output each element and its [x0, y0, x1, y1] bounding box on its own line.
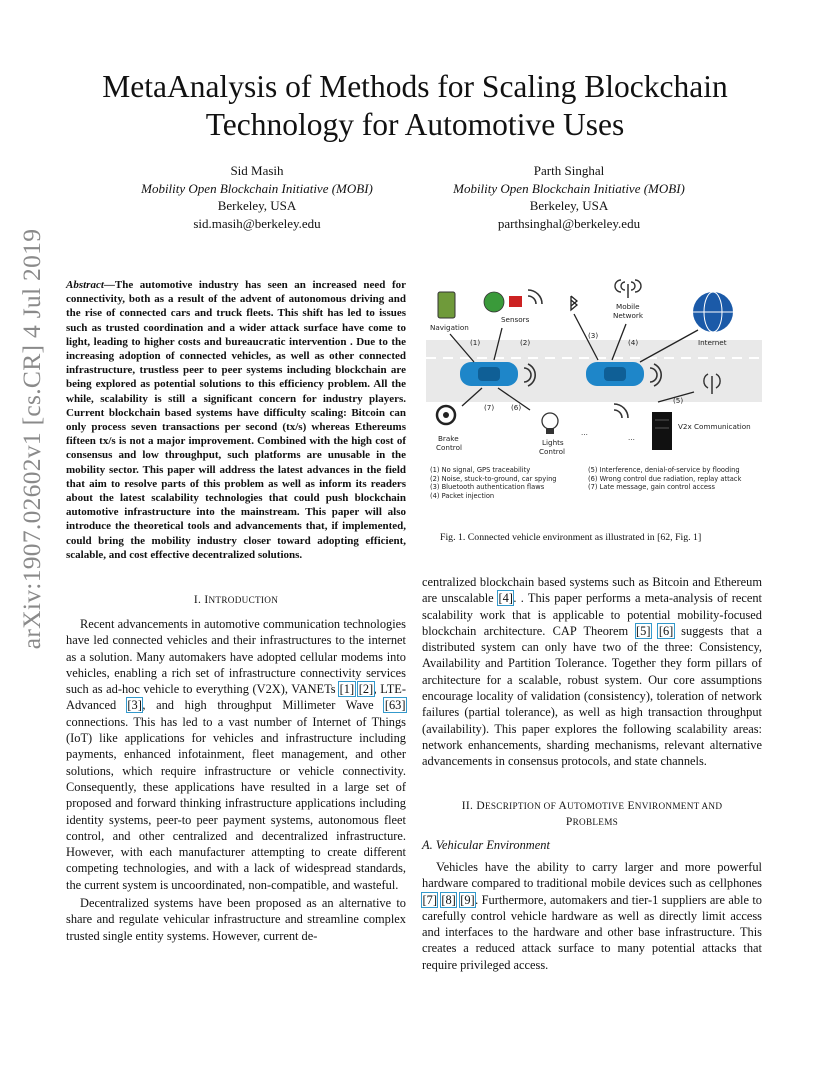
- bluetooth-icon: [571, 296, 577, 310]
- author-block-1: [107, 162, 407, 232]
- lights-label-1: Lights: [542, 438, 564, 447]
- svg-text:(4): (4): [628, 338, 639, 347]
- title-line-2: Technology for Automotive Uses: [205, 107, 625, 142]
- vehicular-environment-body: [422, 859, 762, 973]
- citation-link[interactable]: [63]: [384, 698, 406, 713]
- author-affiliation: Mobility Open Blockchain Initiative (MOBI): [453, 180, 685, 196]
- section-heading-introduction: I. INTRODUCTION: [193, 594, 279, 606]
- server-icon: [652, 412, 672, 450]
- section-heading-automotive-environment: II. DESCRIPTION OF AUTOMOTIVE ENVIRONMENT AND PROBLEMS: [461, 800, 723, 828]
- svg-text:(1): (1): [470, 338, 481, 347]
- navigation-icon: [438, 292, 455, 318]
- brake-label-1: Brake: [438, 434, 459, 443]
- figure-connected-vehicle: [426, 270, 762, 500]
- mobile-network-label-2: Network: [613, 311, 644, 320]
- abstract: [66, 278, 406, 562]
- legend-left: (1) No signal, GPS traceability (2) Noise, stuck-to-ground, car spying (3) Bluetooth authentication flaws (4) Packet injection: [430, 466, 557, 500]
- citation-link[interactable]: [8]: [441, 892, 456, 907]
- author-location: Berkeley, USA: [217, 198, 297, 214]
- svg-text:(3): (3): [588, 331, 599, 340]
- citation-link[interactable]: [1]: [339, 682, 355, 697]
- paragraph: Vehicles have the ability to carry larger and more powerful hardware compared to traditional mobile devices such as cellphones [7] [8] [9]. Furthermore, automakers and tier-1 suppliers are able to carefully control vehicle hardware as well as directly limit access and interfaces to the hardware and other base infrastructure. This creates a reduced attack surface to many potential attacks that require privileged access.: [422, 860, 763, 972]
- author-email[interactable]: parthsinghal@berkeley.edu: [497, 215, 641, 231]
- legend-right: (5) Interference, denial-of-service by flooding (6) Wrong control due radiation, replay attack (7) Late message, gain control access: [588, 466, 742, 492]
- paragraph: centralized blockchain based systems such as Bitcoin and Ethereum are unscalable [4]. . This paper performs a meta-analysis of recent scalability work that is applicable to potential mobility-focused blockchain architecture. CAP Theorem [5] [6] suggests that a distributed system can only have two of the three: Consistency, Availability and Partition Tolerance. Together they form pillars of architecture for a scalable, robust system. Our core assumptions encourage locality of validation (consistency), toleration of network failures (partial tolerance), as well as high transaction throughput (availability). This paper explores the following scalability areas: network enhancements, sharding mechanisms, relevant alternative advancements in consensus protocols, and state channels.: [422, 575, 762, 769]
- figure-caption: Fig. 1. Connected vehicle environment as illustrated in [62, Fig. 1]: [440, 532, 702, 543]
- abstract-label: Abstract: [66, 279, 104, 291]
- sensors-label: Sensors: [501, 315, 530, 324]
- introduction-body: [66, 616, 406, 944]
- signal-icon: [528, 290, 542, 304]
- navigation-label: Navigation: [430, 323, 469, 332]
- svg-text:(2): (2): [520, 338, 531, 347]
- sensor-icon: [484, 292, 504, 312]
- paragraph: Decentralized systems have been proposed as an alternative to share and regulate vehicular infrastructure and streamline complex trusted single entity systems. However, current de-: [66, 896, 406, 943]
- paragraph: Recent advancements in automotive communication technologies have led connected vehicles and their infrastructures to the internet as a solution. Many automakers have adopted cellular modems into vehicles, enabling a rich set of infrastructure connectivity services such as ad-hoc vehicle to everything (V2X), VANETs [1] [2], LTE-Advanced [3], and high throughput Millimeter Wave [63] connections. This has led to a vast number of Internet of Things (IoT) like applications for vehicles and infrastructure including payments, enhanced infotainment, fleet management, and other solutions, which require infrastructure or vehicle connectivity. Consequently, these applications have resulted in a large set of proposed and forward thinking infrastructure applications including identity systems, peer-to peer payment systems, autonomous fleet control, and other centralized and decentralized infrastructure. However, with each manufacturer attempting to create different competing technologies, and with a lack of widespread standards, the current system is uncoordinated, non-compatible, and wasteful.: [66, 617, 406, 892]
- author-location: Berkeley, USA: [529, 198, 609, 214]
- author-name: Sid Masih: [230, 163, 284, 178]
- svg-text:...: ...: [628, 433, 635, 442]
- arxiv-identifier: arXiv:1907.02602v1 [cs.CR] 4 Jul 2019: [17, 228, 46, 650]
- internet-label: Internet: [698, 338, 727, 347]
- svg-text:(7): (7): [484, 403, 495, 412]
- citation-link[interactable]: [3]: [127, 698, 142, 713]
- author-block-2: [419, 162, 719, 232]
- citation-link[interactable]: [2]: [358, 682, 374, 697]
- citation-link[interactable]: [7]: [422, 892, 437, 907]
- svg-text:(5): (5): [673, 396, 684, 405]
- subsection-heading-vehicular-environment: A. Vehicular Environment: [422, 838, 550, 852]
- citation-link[interactable]: [4]: [498, 591, 513, 606]
- sensor-chip-icon: [509, 296, 522, 307]
- v2x-label: V2x Communication: [678, 422, 751, 431]
- svg-text:...: ...: [581, 428, 588, 437]
- brake-label-2: Control: [436, 443, 462, 452]
- citation-link[interactable]: [9]: [460, 892, 475, 907]
- light-bulb-icon: [542, 413, 558, 429]
- lights-label-2: Control: [539, 447, 565, 456]
- paper-title: [60, 68, 770, 144]
- abstract-text: —The automotive industry has seen an increased need for connectivity, both as a result of the advent of autonomous driving and the rise of connected cars and truck fleets. This shift has led to issues such as trusted coordination and a wider attack surface have come to light, leading to higher costs and bureaucratic intervention . Due to the increasing adoption of connected vehicles, as well as other connected infrastructure, trustless peer to peer systems including blockchain are being explored as potential solutions to this efficiency problem. All the while, scalability is still a significant concern for industry players. Current blockchain based systems have difficulty scaling: Bitcoin can only process seven transactions per second (tx/s) whereas Ethereums fifteen tx/s is not a major improvement. Combined with the high cost of consensus and low throughput, such platforms are unusable in the mobility sector. This paper will address the latest advances in the field that aim to resolve parts of this problem as well as inform its readers about the latest scalability technologies that could push blockchain automotive infrastructure into the mainstream. This paper will also introduce the theoretical tools and advancements that, if implemented, could bring the mobility industry closer toward adopting efficient, scalable, and cost effective decentralized solutions.: [66, 279, 406, 561]
- title-line-1: MetaAnalysis of Methods for Scaling Blockchain: [102, 69, 728, 104]
- author-affiliation: Mobility Open Blockchain Initiative (MOBI): [141, 180, 373, 196]
- mobile-network-label-1: Mobile: [616, 302, 640, 311]
- author-name: Parth Singhal: [533, 163, 605, 178]
- citation-link[interactable]: [5]: [636, 623, 651, 638]
- citation-link[interactable]: [6]: [658, 623, 674, 638]
- svg-text:(6): (6): [511, 403, 522, 412]
- author-email[interactable]: sid.masih@berkeley.edu: [193, 215, 321, 231]
- column-2-body: [422, 574, 762, 770]
